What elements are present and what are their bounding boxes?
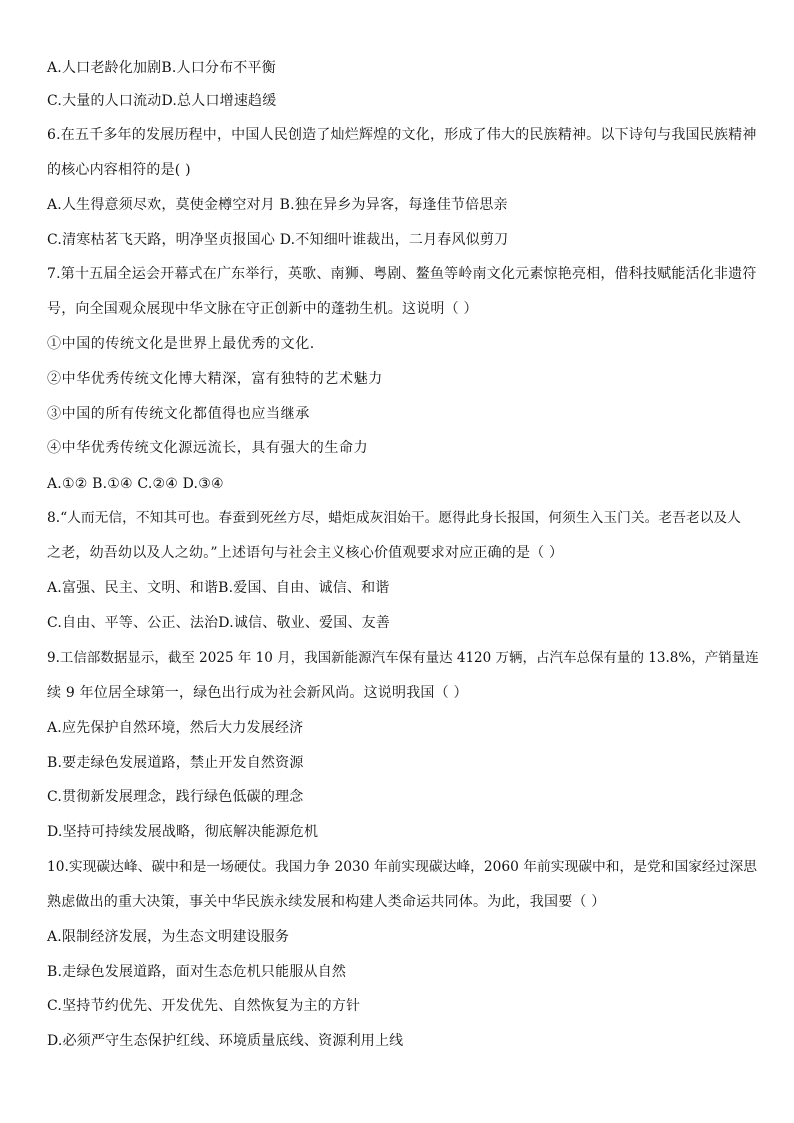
q8-option-ab: A.富强、民主、文明、和谐B.爱国、自由、诚信、和谐	[47, 580, 390, 596]
q6-option-cd: C.清寒枯茗飞天路，明净坚贞报国心 D.不知细叶谁裁出，二月春风似剪刀	[47, 232, 509, 248]
q7-stem-line-1: 7.第十五届全运会开幕式在广东举行，英歌、南狮、粤剧、鳌鱼等岭南文化元素惊艳亮相，借科技赋能活化非遗符	[47, 266, 757, 282]
q6-option-ab: A.人生得意须尽欢，莫使金樽空对月 B.独在异乡为异客，每逢佳节倍思亲	[47, 197, 508, 213]
q7-statement-1: ①中国的传统文化是世界上最优秀的文化.	[47, 336, 315, 352]
q7-options: A.①② B.①④ C.②④ D.③④	[47, 476, 224, 492]
q7-statement-2: ②中华优秀传统文化博大精深，富有独特的艺术魅力	[47, 371, 383, 387]
q6-stem-line-1: 6.在五千多年的发展历程中，中国人民创造了灿烂辉煌的文化，形成了伟大的民族精神。以下诗句与我国民族精神	[47, 127, 757, 143]
q10-option-d: D.必须严守生态保护红线、环境质量底线、资源利用上线	[47, 1033, 404, 1049]
q10-stem-line-1: 10.实现碳达峰、碳中和是一场硬仗。我国力争 2030 年前实现碳达峰，2060 年前实现碳中和，是党和国家经过深思	[47, 859, 757, 875]
q7-stem-line-2: 号，向全国观众展现中华文脉在守正创新中的蓬勃生机。这说明（ ）	[47, 301, 478, 317]
q6-stem-line-2: 的核心内容相符的是( )	[47, 162, 191, 178]
q9-stem-line-2: 续 9 年位居全球第一，绿色出行成为社会新风尚。这说明我国（ ）	[47, 685, 468, 701]
q10-stem-line-2: 熟虑做出的重大决策，事关中华民族永续发展和构建人类命运共同体。为此，我国要（ ）	[47, 894, 606, 910]
q8-stem-line-2: 之老，幼吾幼以及人之幼。”上述语句与社会主义核心价值观要求对应正确的是（ ）	[47, 545, 564, 561]
q5-option-cd: C.大量的人口流动D.总人口增速趋缓	[47, 93, 277, 109]
q7-statement-3: ③中国的所有传统文化都值得也应当继承	[47, 406, 310, 422]
q9-option-c: C.贯彻新发展理念，践行绿色低碳的理念	[47, 789, 304, 805]
q5-option-ab: A.人口老龄化加剧B.人口分布不平衡	[47, 60, 276, 76]
q8-stem-line-1: 8.“人而无信，不知其可也。春蚕到死丝方尽，蜡炬成灰泪始干。愿得此身长报国，何须生入玉门关。老吾老以及人	[47, 510, 741, 526]
q9-option-a: A.应先保护自然环境，然后大力发展经济	[47, 720, 304, 736]
q9-option-d: D.坚持可持续发展战略，彻底解决能源危机	[47, 824, 319, 840]
q9-stem-line-1: 9.工信部数据显示，截至 2025 年 10 月，我国新能源汽车保有量达 4120 万辆，占汽车总保有量的 13.8%，产销量连	[47, 650, 759, 666]
q10-option-c: C.坚持节约优先、开发优先、自然恢复为主的方针	[47, 998, 361, 1014]
q8-option-cd: C.自由、平等、公正、法治D.诚信、敬业、爱国、友善	[47, 615, 391, 631]
q7-statement-4: ④中华优秀传统文化源远流长，具有强大的生命力	[47, 440, 369, 456]
q10-option-b: B.走绿色发展道路，面对生态危机只能服从自然	[47, 964, 347, 980]
q9-option-b: B.要走绿色发展道路，禁止开发自然资源	[47, 755, 304, 771]
q10-option-a: A.限制经济发展，为生态文明建设服务	[47, 929, 290, 945]
